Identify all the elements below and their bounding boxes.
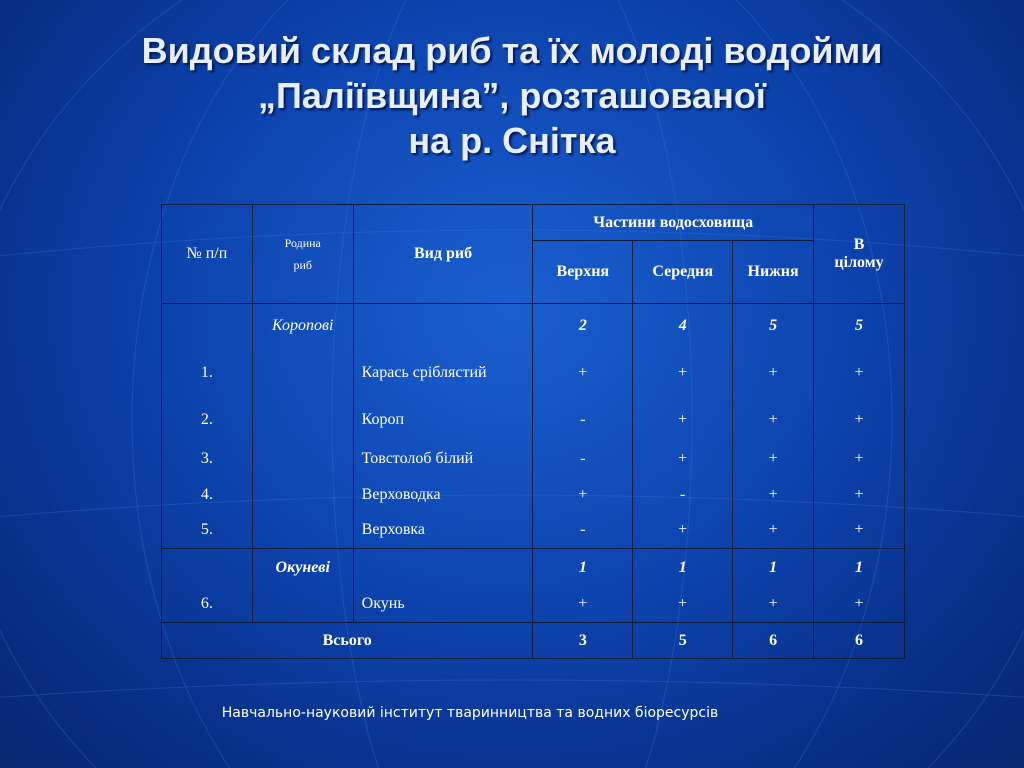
presence-mark: + [814,399,905,441]
species-name: Верховодка [353,477,533,513]
total-label: Всього [162,623,533,659]
presence-mark: + [733,587,814,623]
presence-mark: + [814,513,905,549]
presence-mark: - [533,441,633,477]
presence-mark: + [633,348,733,399]
fish-species-table [161,204,905,659]
presence-mark: - [533,399,633,441]
family-count: 5 [733,304,814,348]
total-value: 5 [633,623,733,659]
table-row [162,477,905,513]
header-row-1 [162,205,905,241]
table-row [162,587,905,623]
header-parts: Частини водосховища [533,205,814,241]
presence-mark: - [633,477,733,513]
family-count: 1 [533,549,633,587]
presence-mark: + [814,441,905,477]
family-count: 2 [533,304,633,348]
header-family [252,205,353,304]
table-row [162,399,905,441]
row-num: 5. [162,513,253,549]
presence-mark: + [633,587,733,623]
presence-mark: + [533,587,633,623]
family-name: Коропові [252,304,353,348]
presence-mark: + [633,399,733,441]
species-name: Верховка [353,513,533,549]
family-count: 5 [814,304,905,348]
species-name: Карась сріблястий [353,348,533,399]
table-row [162,513,905,549]
row-num: 3. [162,441,253,477]
row-num: 2. [162,399,253,441]
family-row [162,549,905,587]
total-value: 3 [533,623,633,659]
title-line-2: „Паліївщина”, розташованої [258,75,766,116]
header-total-line-2: цілому [834,254,884,271]
presence-mark: + [733,348,814,399]
total-row [162,623,905,659]
family-row [162,304,905,348]
table-row [162,441,905,477]
family-count: 1 [733,549,814,587]
family-count: 4 [633,304,733,348]
title-line-3: на р. Снітка [408,120,616,161]
total-value: 6 [733,623,814,659]
presence-mark: + [633,441,733,477]
presence-mark: - [533,513,633,549]
presence-mark: + [533,477,633,513]
header-middle: Середня [633,241,733,304]
presence-mark: + [814,587,905,623]
header-species: Вид риб [353,205,533,304]
header-upper: Верхня [533,241,633,304]
row-num: 6. [162,587,253,623]
row-num: 1. [162,348,253,399]
header-total [814,205,905,304]
header-total-line-1: В [853,236,865,253]
presence-mark: + [814,477,905,513]
header-family-line-1: Родина [284,236,321,250]
presence-mark: + [733,441,814,477]
presence-mark: + [633,513,733,549]
footer-institute: Навчально-науковий інститут тваринництва та водних біоресурсів [221,705,719,721]
table-row [162,348,905,399]
presence-mark: + [733,477,814,513]
presence-mark: + [733,513,814,549]
presence-mark: + [533,348,633,399]
species-name: Товстолоб білий [353,441,533,477]
family-name: Окуневі [252,549,353,587]
header-lower: Нижня [733,241,814,304]
header-family-line-2: риб [293,258,312,272]
header-num: № п/п [162,205,253,304]
family-count: 1 [814,549,905,587]
presence-mark: + [814,348,905,399]
slide-title [0,28,1024,163]
species-name: Короп [353,399,533,441]
presence-mark: + [733,399,814,441]
species-name: Окунь [353,587,533,623]
total-value: 6 [814,623,905,659]
title-line-1: Видовий склад риб та їх молоді водойми [141,30,883,71]
row-num: 4. [162,477,253,513]
family-count: 1 [633,549,733,587]
